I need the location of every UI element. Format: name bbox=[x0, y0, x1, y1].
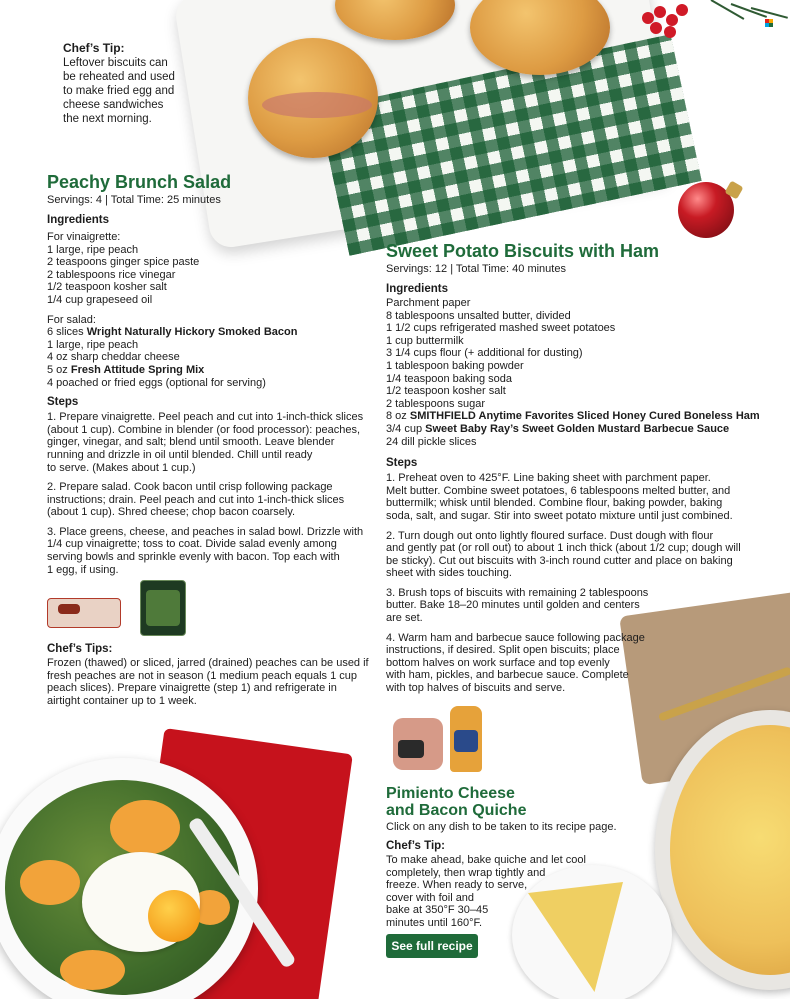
tip-line: cover with foil and bbox=[386, 891, 475, 904]
step-line: butter. Bake 18–20 minutes until golden and centers bbox=[386, 599, 640, 612]
ingredient-item: 1 large, ripe peach bbox=[47, 338, 139, 351]
tip-line: the next morning. bbox=[63, 113, 152, 125]
tip-line: Leftover biscuits can bbox=[63, 57, 168, 69]
sauce-amount: 3/4 cup bbox=[386, 422, 426, 435]
biscuits-step-2 bbox=[386, 530, 781, 580]
smithfield-ham-label bbox=[398, 740, 424, 758]
ingredient-item: 4 oz sharp cheddar cheese bbox=[47, 351, 180, 364]
tip-line: cheese sandwiches bbox=[63, 99, 164, 111]
quiche-title-line: and Bacon Quiche bbox=[386, 802, 527, 819]
biscuits-ingredients-heading: Ingredients bbox=[386, 283, 448, 295]
step-line: 2. Turn dough out onto lightly floured surface. Dust dough with flour bbox=[386, 529, 714, 542]
bacon-amount: 6 slices bbox=[47, 326, 87, 339]
step-line: with ham, pickles, and barbecue sauce. Complete bbox=[386, 669, 629, 682]
ingredient-item: 1/4 teaspoon baking soda bbox=[386, 372, 512, 385]
salad-label: For salad: bbox=[47, 313, 96, 326]
ingredient-item-sauce bbox=[386, 423, 781, 436]
tip-line: To make ahead, bake quiche and let cool bbox=[386, 854, 586, 866]
chefs-tip-leftover bbox=[63, 41, 203, 126]
ingredient-item: 24 dill pickle slices bbox=[386, 435, 477, 448]
ingredient-item: 2 teaspoons ginger spice paste bbox=[47, 256, 200, 269]
see-full-recipe-button[interactable]: See full recipe bbox=[386, 934, 478, 958]
spring-mix-greens bbox=[146, 590, 180, 626]
brand-logo bbox=[765, 19, 773, 27]
chefs-tip-heading: Chef’s Tip: bbox=[63, 41, 125, 55]
step-line: be sticky). Cut out biscuits with 3-inch round cutter and place on baking bbox=[386, 554, 733, 567]
vinaigrette-label: For vinaigrette: bbox=[47, 231, 121, 243]
step-line: running and drizzle in oil until blended. Chill until ready bbox=[47, 448, 313, 461]
bacon-brand-link[interactable]: Wright Naturally Hickory Smoked Bacon bbox=[86, 326, 298, 339]
step-line: sheet with sides touching. bbox=[386, 567, 512, 580]
step-line: and gently pat (or roll out) to about 1 inch thick (about 1/2 cup; dough will bbox=[386, 542, 741, 555]
step-line: ginger, vinegar, and salt; blend until smooth. Leave blender bbox=[47, 436, 335, 449]
ingredient-item: 1 tablespoon baking powder bbox=[386, 359, 524, 372]
biscuits-meta: Servings: 12 | Total Time: 40 minutes bbox=[386, 263, 566, 275]
quiche-title[interactable] bbox=[386, 785, 626, 819]
egg-yolk bbox=[148, 890, 200, 942]
step-line: 1 egg, if using. bbox=[47, 563, 119, 576]
bacon-package-image bbox=[47, 598, 121, 628]
ingredient-item: Parchment paper bbox=[386, 297, 471, 309]
quiche-tip-text bbox=[386, 854, 626, 930]
step-line: (about 1 cup). Shred cheese; chop bacon coarsely. bbox=[47, 506, 296, 519]
ingredient-item: 2 tablespoons sugar bbox=[386, 397, 486, 410]
salad-step-3 bbox=[47, 526, 377, 576]
salad-steps-heading: Steps bbox=[47, 396, 79, 409]
step-line: bottom halves on work surface and top evenly bbox=[386, 656, 610, 669]
step-line: 2. Prepare salad. Cook bacon until crisp following package bbox=[47, 481, 333, 494]
mix-amount: 5 oz bbox=[47, 363, 71, 376]
biscuits-steps-heading: Steps bbox=[386, 457, 418, 470]
tip-line: completely, then wrap tightly and bbox=[386, 866, 546, 879]
salad-tips-text bbox=[47, 657, 377, 707]
tip-line: Frozen (thawed) or sliced, jarred (drained) peaches can be used if bbox=[47, 657, 369, 669]
ingredient-item: 1/4 cup grapeseed oil bbox=[47, 293, 153, 306]
tip-line: airtight container up to 1 week. bbox=[47, 694, 197, 707]
salad-chefs-tips bbox=[47, 643, 377, 707]
salad-meta: Servings: 4 | Total Time: 25 minutes bbox=[47, 194, 221, 206]
step-line: 1. Prepare vinaigrette. Peel peach and cut into 1-inch-thick slices bbox=[47, 411, 364, 424]
salad-ingredients-heading: Ingredients bbox=[47, 214, 109, 226]
ham-amount: 8 oz bbox=[386, 410, 410, 423]
tip-line: bake at 350°F 30–45 bbox=[386, 904, 489, 917]
step-line: 3. Place greens, cheese, and peaches in salad bowl. Drizzle with bbox=[47, 525, 364, 538]
step-line: Melt butter. Combine sweet potatoes, 6 tablespoons melted butter, and bbox=[386, 484, 731, 497]
ingredient-item: 8 tablespoons unsalted butter, divided bbox=[386, 309, 571, 322]
step-line: (about 1 cup). Combine in blender (or food processor): peaches, bbox=[47, 423, 361, 436]
biscuits-step-1 bbox=[386, 472, 781, 522]
ingredient-item: 1 large, ripe peach bbox=[47, 243, 139, 256]
sauce-brand-link[interactable]: Sweet Baby Ray’s Sweet Golden Mustard Barbecue Sauce bbox=[425, 422, 730, 435]
step-line: soda, salt, and sugar. Stir into sweet potato mixture until just combined. bbox=[386, 509, 733, 522]
bacon-package-label bbox=[58, 604, 80, 614]
ingredient-item: 1/2 teaspoon kosher salt bbox=[386, 385, 506, 398]
biscuits-ingredients-list bbox=[386, 297, 781, 448]
quiche-tip-heading: Chef’s Tip: bbox=[386, 840, 445, 852]
biscuits-step-3 bbox=[386, 587, 781, 625]
ingredient-item-ham bbox=[386, 410, 781, 423]
ingredient-item: 4 poached or fried eggs (optional for serving) bbox=[47, 376, 266, 389]
salad-step-2 bbox=[47, 481, 377, 519]
step-line: to serve. (Makes about 1 cup.) bbox=[47, 461, 196, 474]
step-line: 3. Brush tops of biscuits with remaining 2 tablespoons bbox=[386, 586, 649, 599]
chefs-tip-text bbox=[63, 56, 203, 126]
tip-line: minutes until 160°F. bbox=[386, 916, 483, 929]
tip-line: peach slices). Prepare vinaigrette (step 1) and refrigerate in bbox=[47, 682, 337, 695]
quiche-recipe bbox=[386, 785, 626, 930]
ham-slice bbox=[262, 92, 372, 118]
step-line: 4. Warm ham and barbecue sauce following package bbox=[386, 631, 645, 644]
ingredient-item: 1 1/2 cups refrigerated mashed sweet potatoes bbox=[386, 322, 616, 335]
step-line: 1/4 cup vinaigrette; toss to coat. Divide salad evenly among bbox=[47, 538, 337, 551]
ingredient-item-mix bbox=[47, 364, 377, 377]
salad-title[interactable]: Peachy Brunch Salad bbox=[47, 172, 232, 192]
salad-step-1 bbox=[47, 411, 377, 474]
barbecue-sauce-label bbox=[454, 730, 478, 752]
ingredient-item: 1 cup buttermilk bbox=[386, 334, 464, 347]
ham-brand-link[interactable]: SMITHFIELD Anytime Favorites Sliced Honey Cured Boneless Ham bbox=[409, 410, 760, 423]
step-line: instructions, if desired. Split open biscuits; place bbox=[386, 644, 620, 657]
step-line: 1. Preheat oven to 425°F. Line baking sheet with parchment paper. bbox=[386, 472, 711, 485]
salad-tips-heading: Chef’s Tips: bbox=[47, 643, 113, 655]
biscuits-step-4 bbox=[386, 632, 781, 695]
biscuits-recipe bbox=[386, 241, 781, 695]
tip-line: fresh peaches are not in season (1 medium peach equals 1 cup bbox=[47, 669, 358, 682]
tip-line: be reheated and used bbox=[63, 71, 175, 83]
holly-berries bbox=[638, 2, 698, 42]
salad-recipe bbox=[47, 172, 377, 576]
ingredient-item-bacon bbox=[47, 326, 377, 339]
step-line: serving bowls and sprinkle evenly with bacon. Top each with bbox=[47, 551, 340, 564]
step-line: instructions; drain. Peel peach and cut into 1-inch-thick slices bbox=[47, 493, 345, 506]
biscuits-title[interactable]: Sweet Potato Biscuits with Ham bbox=[386, 241, 660, 261]
step-line: are set. bbox=[386, 612, 423, 625]
ingredient-item: 2 tablespoons rice vinegar bbox=[47, 268, 176, 281]
step-line: buttermilk; whisk until blended. Combine flour, baking powder, baking bbox=[386, 497, 723, 510]
tip-line: freeze. When ready to serve, bbox=[386, 879, 528, 892]
tip-line: to make fried egg and bbox=[63, 85, 175, 97]
ingredient-item: 3 1/4 cups flour (+ additional for dusting) bbox=[386, 347, 583, 360]
ingredient-item: 1/2 teaspoon kosher salt bbox=[47, 281, 167, 294]
spring-mix-brand-link[interactable]: Fresh Attitude Spring Mix bbox=[70, 363, 205, 376]
quiche-title-line: Pimiento Cheese bbox=[386, 785, 515, 802]
step-line: with top halves of biscuits and serve. bbox=[386, 682, 566, 695]
quiche-subtitle: Click on any dish to be taken to its recipe page. bbox=[386, 821, 617, 833]
salad-items-list bbox=[47, 314, 377, 390]
salad-vinaigrette-list bbox=[47, 231, 377, 307]
